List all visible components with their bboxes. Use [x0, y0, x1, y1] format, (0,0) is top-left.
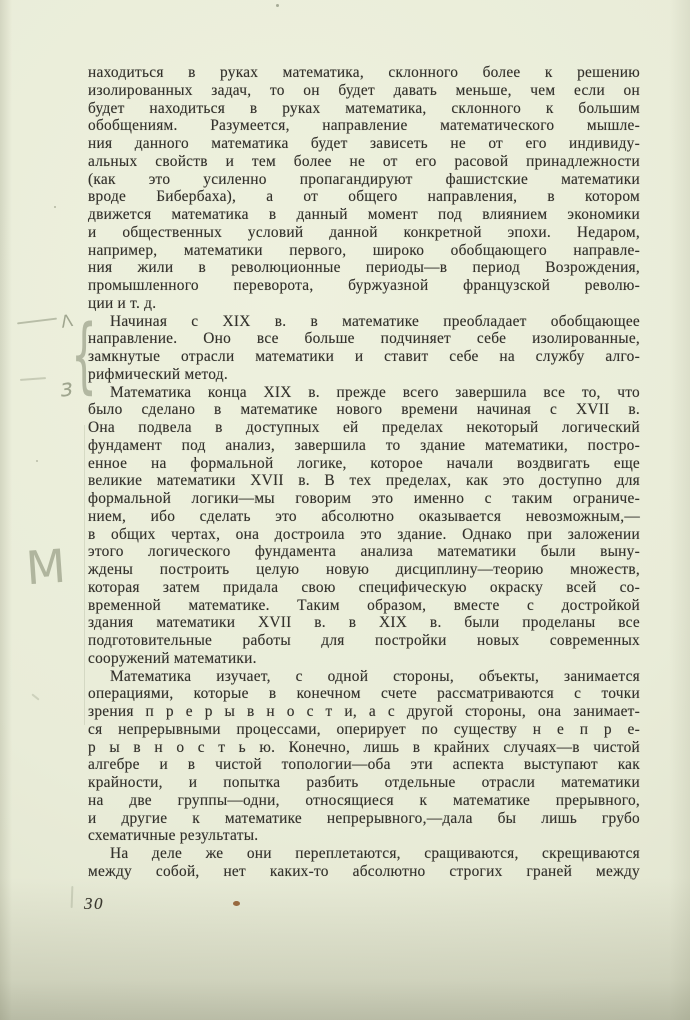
text-line: формальной логики—мы говорим это именно с таким ограниче-: [88, 490, 640, 507]
text-line: сооружений математики.: [88, 649, 257, 667]
text-line: например, математики первого, широко обобщающего направле-: [88, 241, 640, 259]
text-line: схематичные результаты.: [88, 827, 259, 845]
text-line: алгебре и в чистой топологии—оба эти аспекта выступают как: [88, 756, 640, 774]
pencil-m-note: М: [24, 538, 68, 596]
text-line: замкнутые отрасли математики и ставит себе на службу алго-: [88, 348, 640, 365]
paper-speck: [54, 206, 56, 208]
text-line: Математика конца XIX в. прежде всего завершила все то, что: [110, 383, 640, 401]
text-line: движется математика в данный момент под влиянием экономики: [88, 206, 640, 223]
pencil-dash-mark: [17, 318, 57, 325]
page-number: 30: [84, 894, 104, 913]
paper-speck: [36, 460, 38, 462]
text-line: Математика изучает, с одной стороны, объекты, занимается: [110, 667, 640, 685]
text-line: ния данного математика будет зависеть не от его индивиду-: [88, 135, 640, 152]
pencil-dash-mark: [20, 377, 46, 381]
text-block: [88, 64, 640, 881]
text-line: вроде Бибербаха), а от общего направления, в котором: [88, 188, 640, 206]
pencil-tick-mark: [31, 693, 39, 700]
paper-speck: [276, 4, 279, 7]
paper-speck: [233, 901, 240, 906]
text-line: крайности, и попытка разбить отдельные отрасли математики: [88, 774, 640, 791]
text-line: временной математике. Таким образом, вместе с достройкой: [88, 596, 640, 614]
text-line: операциями, которые в конечном счете рассматриваются с точки: [88, 685, 640, 703]
pencil-brace-mark: {: [71, 308, 98, 403]
text-line: направление. Оно все больше подчиняет себе изолированные,: [88, 330, 640, 348]
text-line: которая затем придала свою специфическую окраску всей со-: [88, 578, 640, 596]
text-line: и другие к математике непрерывного,—дала бы лишь грубо: [88, 809, 640, 827]
text-line: альных свойств и тем более не от его расовой принадлежности: [88, 152, 640, 170]
text-line: енное на формальной логике, которое начали воздвигать еще: [88, 454, 640, 472]
text-line: подготовительные работы для постройки новых современных: [88, 632, 640, 649]
text-line: промышленного переворота, буржуазной французской револю-: [88, 277, 640, 294]
text-line: и общественных условий данной конкретной эпохи. Недаром,: [88, 223, 640, 241]
pencil-z-note: з: [58, 373, 75, 403]
page-crease: [84, 425, 85, 725]
text-line: великие математики XVII в. В тех пределах, как это доступно для: [88, 472, 640, 490]
text-line: обобщениям. Разумеется, направление математического мышле-: [88, 117, 640, 135]
text-line: изолированных задач, то он будет давать меньше, чем если он: [88, 81, 640, 99]
text-line: будет находиться в руках математика, склонного к большим: [88, 99, 640, 117]
text-line: На деле же они переплетаются, сращиваются, скрещиваются: [110, 845, 640, 862]
text-line: фундамент под анализ, завершила то здание математики, постро-: [88, 436, 640, 454]
text-line: р ы в н о с т ь ю. Конечно, лишь в крайних случаях—в чистой: [88, 738, 640, 756]
text-line: Начиная с XIX в. в математике преобладает обобщающее: [110, 312, 640, 330]
pencil-caret-mark: Λ: [59, 311, 75, 333]
text-line: было сделано в математике нового времени начиная с XVII в.: [88, 401, 640, 419]
text-line: зрения п р е р ы в н о с т и, а с другой стороны, она занимает-: [88, 703, 640, 720]
text-line: (как это усиленно пропагандируют фашистские математики: [88, 170, 640, 188]
text-line: ции и т. д.: [88, 294, 157, 312]
text-line: на две группы—одни, относящиеся к математике прерывного,: [88, 791, 640, 809]
text-line: нием, ибо сделать это абсолютно оказывается невозможным,—: [88, 507, 640, 525]
pencil-vertical-mark: [71, 886, 74, 908]
text-line: между собой, нет каких-то абсолютно строгих граней между: [88, 862, 640, 880]
text-line: ждены построить целую новую дисциплину—теорию множеств,: [88, 561, 640, 578]
text-line: находиться в руках математика, склонного более к решению: [88, 64, 640, 81]
text-line: этого логического фундамента анализа математики были выну-: [88, 543, 640, 561]
text-line: ся непрерывными процессами, оперирует по существу н е п р е-: [88, 720, 640, 738]
text-line: здания математики XVII в. в XIX в. были проделаны все: [88, 614, 640, 632]
text-line: рифмический метод.: [88, 365, 228, 383]
text-line: в общих чертах, она достроила это здание. Однако при заложении: [88, 525, 640, 543]
text-line: ния жили в революционные периоды—в период Возрождения,: [88, 259, 640, 277]
text-line: Она подвела в доступных ей пределах некоторый логический: [88, 419, 640, 436]
